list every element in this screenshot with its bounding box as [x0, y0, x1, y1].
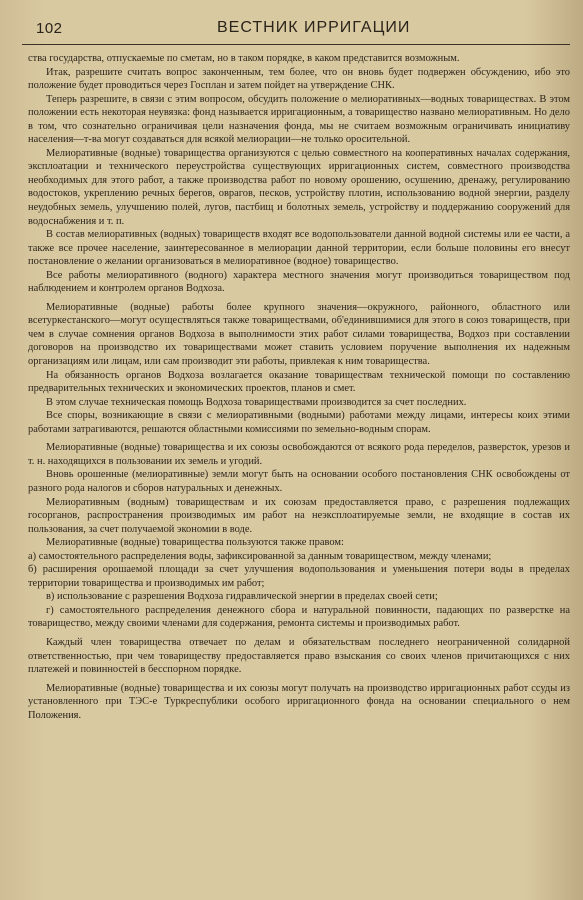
paragraph: Мелиоративные (водные) товарищества пользуются также правом: — [46, 537, 344, 549]
paragraph: Все споры, возникающие в связи с мелиоративными (водными) работами между лицами, интересы коих этими работами затрагиваются, решаются областными комиссиями по земельно-водным спорам. — [28, 410, 570, 435]
paragraph: Каждый член товарищества отвечает по делам и обязательствам последнего неограниченной солидарной ответственностью, при чем товариществу предоставляется право взыскания со своих членов причитающихся с них платежей и повинностей в бесспорном порядке. — [28, 636, 570, 676]
list-item: а) самостоятельного распределения воды, зафиксированной за данным товариществом, между членами; — [28, 550, 492, 562]
list-item: в) использование с разрешения Водхоза гидравлической энергии в пределах своей сети; — [46, 591, 438, 603]
paragraph: Итак, разрешите считать вопрос законченным, тем более, что он вновь будет подвержен обсуждению, ибо это положение будет проводиться через Госплан и затем пойдет на утверждение СНК. — [28, 66, 570, 92]
paragraph: Мелиоративные (водные) товарищества организуются с целью совместного на кооперативных началах содержания, эксплоатации и технического переустройства существующих ирригационных систем, совместного производства необходимых для этого работ, а также производства работ по новому орошению, осушению, дренажу, регулированию водостоков, укреплению речных берегов, оврагов, песков, устройству плотин, использованию водной энергии, разделу неудобных земель, улучшению полей, лугов, пастбищ и болотных земель, устройству и поддержанию сооружений для водоснабжения и т. п. — [28, 147, 570, 227]
paragraph: Все работы мелиоративного (водного) характера местного значения могут производиться товариществом под наблюдением и контролем органов Водхоза. — [28, 269, 570, 295]
article-body — [28, 52, 570, 722]
paragraph: Мелиоративные (водные) работы более крупного значения—окружного, районного, областного или всетуркестанского—могут осуществляться также товариществами, об'единившимися для этого в союз товариществ, при чем в случае сомнения органов Водхоза в выполнимости этих работ силами товарищества, Водхоз при составлении договоров на производство их товариществами может ставить условием поручение выполнения их надежным организациям или лицам, или сам производит эти работы, привлекая к ним товарищества. — [28, 301, 570, 368]
paragraph: ства государства, отпускаемые по сметам, но в таком порядке, в каком представится возможным. — [28, 53, 460, 64]
paragraph: Мелиоративные (водные) товарищества и их союзы могут получать на производство ирригационных работ ссуды из установленного при ТЭС-е Туркреспублики особого ирригационного фонда на основании специального о нем Положения. — [28, 682, 570, 721]
page-number: 102 — [36, 20, 63, 37]
paragraph: В этом случае техническая помощь Водхоза товариществами производится за счет последних. — [46, 396, 467, 408]
paragraph: Теперь разрешите, в связи с этим вопросом, обсудить положение о мелиоративных—водных товариществах. В этом положении есть некоторая неувязка: фонд называется ирригационным, а товарищество названо мелиоративным. Но дело в том, что сознательно ограничивая цели назначения фонда, мы не считаем возможным ограничивать инициативу населения—т-ва могут создаваться для всякой мелиорации—не только оросительной. — [28, 93, 570, 146]
list-item: б) расширения орошаемой площади за счет улучшения водопользования и уменьшения потери воды в пределах территории товарищества и производимых им работ; — [28, 564, 570, 589]
document-page — [22, 0, 570, 900]
paragraph: Мелиоративным (водным) товариществам и их союзам предоставляется право, с разрешения подлежащих госорганов, распространения производимых им работ на неэксплоатируемые земли, не входящие в состав их пользования, за счет получаемой экономии в воде. — [28, 496, 570, 535]
paragraph: В состав мелиоративных (водных) товариществ входят все водопользователи данной водной системы или ее части, а также все прочее население, заинтересованное в мелиорации данной территории, если больше половины его внесут постановление о желании организоваться в мелиоративное (водное) товарищество. — [28, 229, 570, 268]
paragraph: На обязанность органов Водхоза возлагается оказание товариществам технической помощи по составлению предварительных технических и экономических проектов, планов и смет. — [28, 369, 570, 395]
list-item: г) самостоятельного распределения денежного сбора и натуральной повинности, падающих по разверстке на товарищество, между своими членами для содержания, ремонта системы и производимых работ. — [28, 604, 570, 630]
paragraph: Вновь орошенные (мелиоративные) земли могут быть на основании особого постановления СНК освобождены от разного рода налогов и сборов натуральных и денежных. — [28, 469, 570, 494]
paragraph: Мелиоративные (водные) товарищества и их союзы освобождаются от всякого рода переделов, разверсток, урезов и т. н. находящихся в пользовании их земель и угодий. — [28, 442, 570, 467]
running-title: ВЕСТНИК ИРРИГАЦИИ — [217, 19, 411, 36]
page-header — [22, 18, 570, 45]
